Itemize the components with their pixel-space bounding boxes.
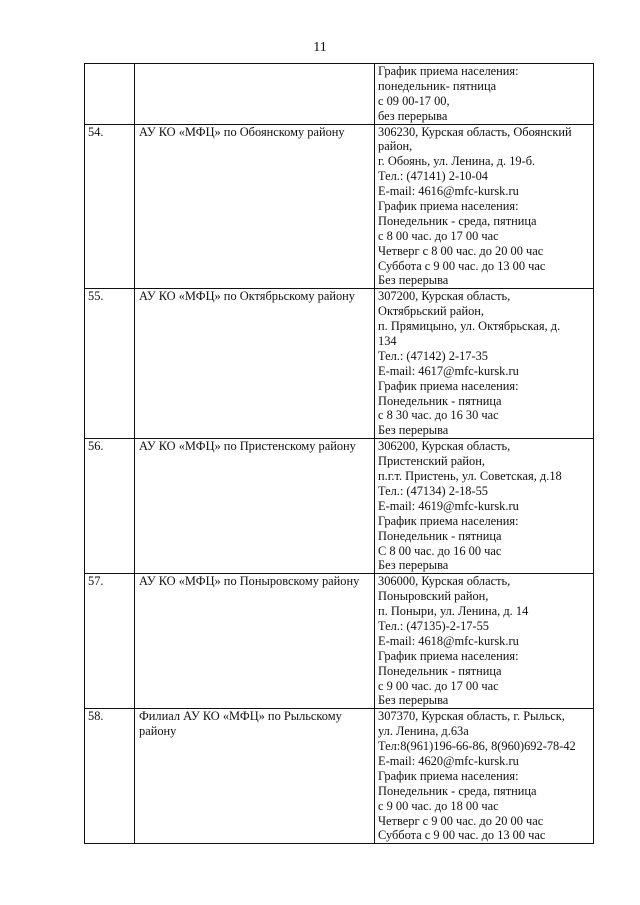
detail-line: Понедельник - пятница bbox=[378, 393, 502, 408]
detail-line: График приема населения: bbox=[378, 64, 519, 78]
office-details-cell bbox=[375, 124, 594, 289]
detail-line: Суббота с 9 00 час. до 13 00 час bbox=[378, 258, 546, 273]
office-details-cell bbox=[375, 439, 594, 574]
detail-line: Поныровский район, bbox=[378, 589, 489, 604]
detail-line: График приема населения: bbox=[378, 199, 519, 214]
office-name-cell: Филиал АУ КО «МФЦ» по Рыльскому району bbox=[135, 709, 375, 844]
detail-line: Без перерыва bbox=[378, 423, 449, 438]
table-body bbox=[85, 64, 594, 844]
detail-line: ул. Ленина, д.63а bbox=[378, 724, 469, 739]
detail-line: Понедельник - среда, пятница bbox=[378, 783, 537, 798]
detail-line: 306200, Курская область, bbox=[378, 439, 511, 454]
row-number-cell: 54. bbox=[85, 124, 135, 289]
detail-line: Понедельник - пятница bbox=[378, 663, 502, 678]
office-name-cell: АУ КО «МФЦ» по Поныровскому району bbox=[135, 574, 375, 709]
detail-line: район, bbox=[378, 139, 413, 154]
table-row bbox=[85, 64, 594, 125]
detail-line: Тел.: (47142) 2-17-35 bbox=[378, 348, 488, 363]
detail-line: График приема населения: bbox=[378, 648, 519, 663]
detail-line: 306000, Курская область, bbox=[378, 574, 511, 589]
detail-line: Понедельник - среда, пятница bbox=[378, 213, 537, 228]
office-name-cell: АУ КО «МФЦ» по Пристенскому району bbox=[135, 439, 375, 574]
detail-line: с 9 00 час. до 18 00 час bbox=[378, 798, 499, 813]
detail-line: Суббота с 9 00 час. до 13 00 час bbox=[378, 828, 546, 843]
detail-line: 134 bbox=[378, 334, 397, 349]
detail-line: E-mail: 4618@mfc-kursk.ru bbox=[378, 633, 519, 648]
row-number-cell: 55. bbox=[85, 289, 135, 439]
row-number-cell: 58. bbox=[85, 709, 135, 844]
detail-line: 307370, Курская область, г. Рыльск, bbox=[378, 709, 565, 724]
detail-line: Октябрьский район, bbox=[378, 304, 485, 319]
office-name-cell: АУ КО «МФЦ» по Обоянскому району bbox=[135, 124, 375, 289]
detail-line: Четверг с 9 00 час. до 20 00 час bbox=[378, 813, 544, 828]
detail-line: Пристенский район, bbox=[378, 454, 485, 469]
detail-line: п. Прямицыно, ул. Октябрьская, д. bbox=[378, 319, 561, 334]
detail-line: понедельник- пятница bbox=[378, 78, 497, 93]
detail-line: E-mail: 4620@mfc-kursk.ru bbox=[378, 753, 519, 768]
office-details-cell bbox=[375, 574, 594, 709]
row-number-cell: 57. bbox=[85, 574, 135, 709]
detail-line: Без перерыва bbox=[378, 273, 449, 288]
detail-line: Без перерыва bbox=[378, 558, 449, 573]
detail-line: с 8 00 час. до 17 00 час bbox=[378, 228, 499, 243]
office-name-cell: АУ КО «МФЦ» по Октябрьскому району bbox=[135, 289, 375, 439]
detail-line: г. Обоянь, ул. Ленина, д. 19-б. bbox=[378, 154, 536, 169]
detail-line: Понедельник - пятница bbox=[378, 528, 502, 543]
mfc-offices-table bbox=[84, 63, 594, 844]
detail-line: 306230, Курская область, Обоянский bbox=[378, 124, 572, 139]
table-row bbox=[85, 439, 594, 574]
table-row bbox=[85, 574, 594, 709]
detail-line: Тел.: (47134) 2-18-55 bbox=[378, 483, 488, 498]
detail-line: E-mail: 4617@mfc-kursk.ru bbox=[378, 363, 519, 378]
row-number-cell bbox=[85, 64, 135, 125]
detail-line: п.г.т. Пристень, ул. Советская, д.18 bbox=[378, 469, 562, 484]
row-number-cell: 56. bbox=[85, 439, 135, 574]
detail-line: с 09 00-17 00, bbox=[378, 93, 450, 108]
office-details-cell bbox=[375, 289, 594, 439]
detail-line: E-mail: 4619@mfc-kursk.ru bbox=[378, 498, 519, 513]
detail-line: С 8 00 час. до 16 00 час bbox=[378, 543, 502, 558]
detail-line: с 9 00 час. до 17 00 час bbox=[378, 678, 499, 693]
office-details-cell bbox=[375, 64, 594, 125]
detail-line: с 8 30 час. до 16 30 час bbox=[378, 408, 499, 423]
detail-line: 307200, Курская область, bbox=[378, 289, 511, 304]
table-row bbox=[85, 709, 594, 844]
detail-line: Тел.: (47135)-2-17-55 bbox=[378, 618, 490, 633]
office-details-cell bbox=[375, 709, 594, 844]
detail-line: График приема населения: bbox=[378, 768, 519, 783]
detail-line: Четверг с 8 00 час. до 20 00 час bbox=[378, 243, 544, 258]
table-row bbox=[85, 124, 594, 289]
detail-line: без перерыва bbox=[378, 108, 448, 123]
detail-line: График приема населения: bbox=[378, 513, 519, 528]
detail-line: График приема населения: bbox=[378, 378, 519, 393]
table-row bbox=[85, 289, 594, 439]
detail-line: п. Поныри, ул. Ленина, д. 14 bbox=[378, 604, 529, 619]
detail-line: Тел:8(961)196-66-86, 8(960)692-78-42 bbox=[378, 739, 576, 754]
office-name-cell bbox=[135, 64, 375, 125]
detail-line: Без перерыва bbox=[378, 693, 449, 708]
page-number: 11 bbox=[313, 40, 327, 55]
detail-line: E-mail: 4616@mfc-kursk.ru bbox=[378, 184, 519, 199]
detail-line: Тел.: (47141) 2-10-04 bbox=[378, 169, 488, 184]
